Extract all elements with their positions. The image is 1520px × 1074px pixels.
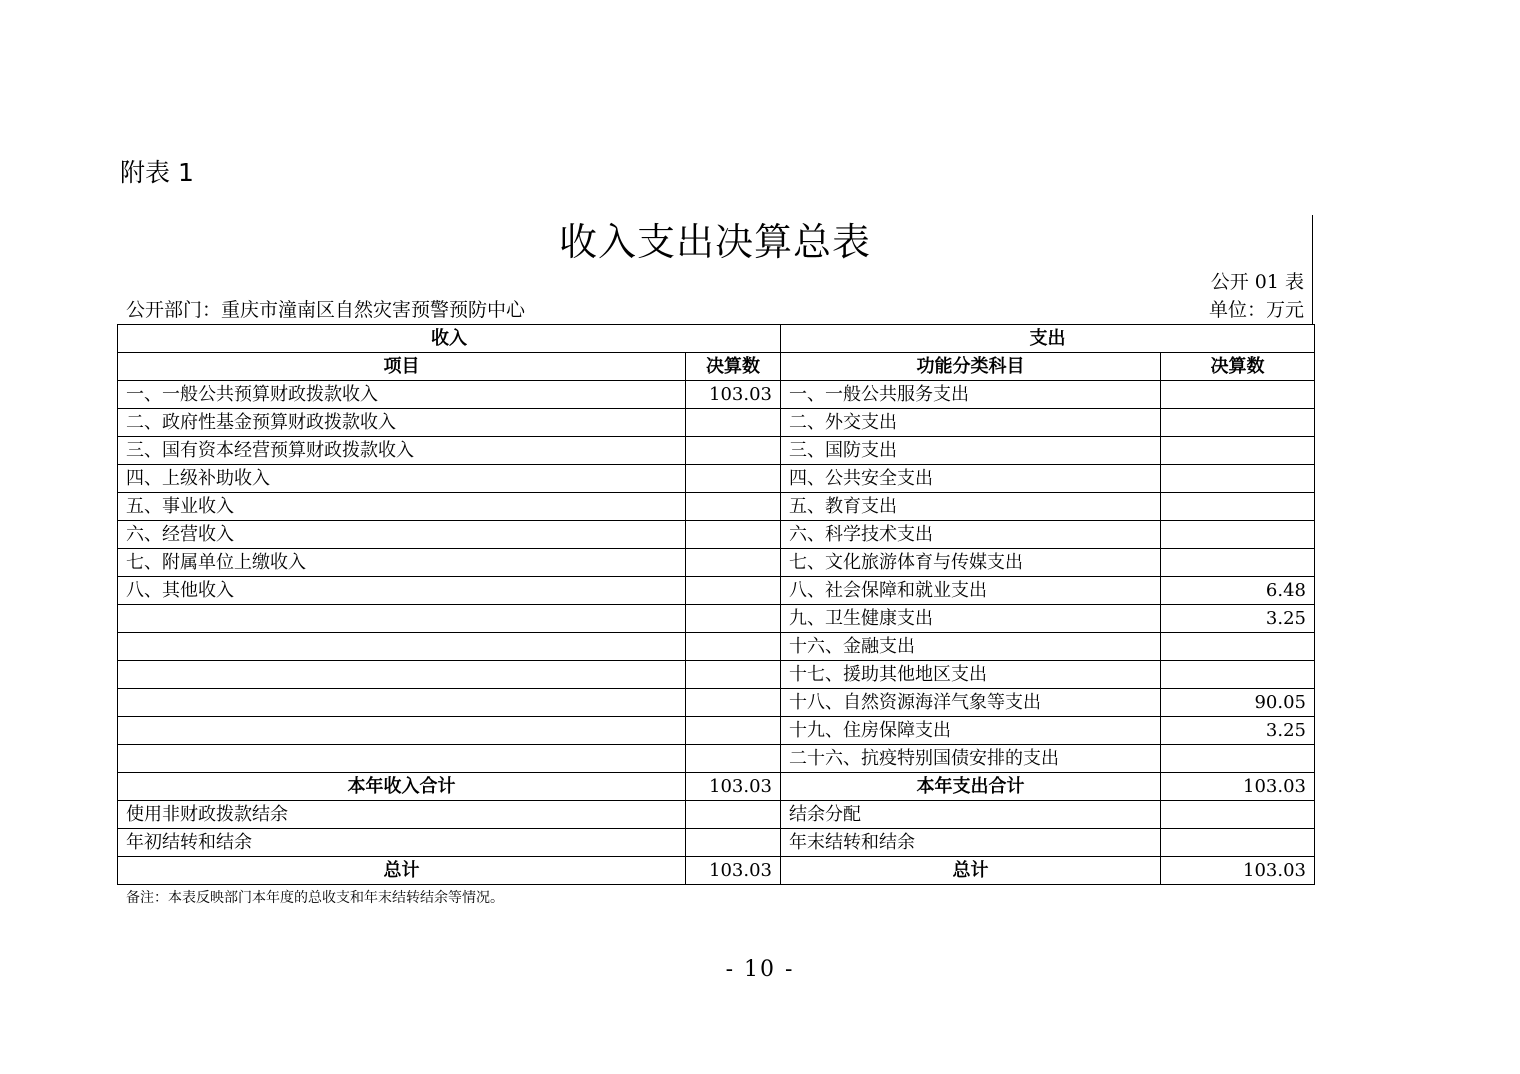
income-item-cell [118,745,686,773]
income-amount-cell [686,633,781,661]
expense-amount-cell [1161,521,1315,549]
table-row [118,493,1315,521]
income-extra-amount [686,801,781,829]
table-row [118,381,1315,409]
income-item-cell: 七、附属单位上缴收入 [118,549,686,577]
table-row [118,465,1315,493]
income-amount-cell [686,493,781,521]
expense-subtotal-amount: 103.03 [1161,773,1315,801]
income-amount-cell [686,717,781,745]
page-title: 收入支出决算总表 [558,220,871,264]
table-row [118,577,1315,605]
income-amount-cell [686,465,781,493]
income-item-cell [118,633,686,661]
expense-amount-cell: 6.48 [1161,577,1315,605]
expense-amount-header: 决算数 [1161,353,1315,381]
table-note: 备注：本表反映部门本年度的总收支和年末结转结余等情况。 [126,890,504,906]
income-section-header: 收入 [118,325,781,353]
income-amount-cell [686,661,781,689]
income-item-cell [118,717,686,745]
expense-amount-cell [1161,549,1315,577]
expense-item-cell: 二、外交支出 [781,409,1161,437]
expense-amount-cell [1161,409,1315,437]
expense-extra-amount [1161,801,1315,829]
expense-amount-cell: 3.25 [1161,717,1315,745]
income-item-header: 项目 [118,353,686,381]
income-total-label: 总计 [118,857,686,885]
expense-item-cell: 十七、援助其他地区支出 [781,661,1161,689]
expense-amount-cell [1161,661,1315,689]
table-row [118,745,1315,773]
subtotal-row [118,773,1315,801]
income-amount-cell [686,605,781,633]
income-extra-item: 年初结转和结余 [118,829,686,857]
expense-class-header: 功能分类科目 [781,353,1161,381]
expense-section-header: 支出 [781,325,1315,353]
income-extra-amount [686,829,781,857]
table-section-header-row [118,325,1315,353]
expense-item-cell: 八、社会保障和就业支出 [781,577,1161,605]
expense-amount-cell: 90.05 [1161,689,1315,717]
expense-item-cell: 一、一般公共服务支出 [781,381,1161,409]
expense-item-cell: 七、文化旅游体育与传媒支出 [781,549,1161,577]
table-code: 公开 01 表 [1210,271,1304,293]
table-row [118,633,1315,661]
grand-total-row [118,857,1315,885]
table-row [118,437,1315,465]
income-amount-cell [686,409,781,437]
expense-item-cell: 五、教育支出 [781,493,1161,521]
expense-amount-cell [1161,437,1315,465]
unit-label: 单位：万元 [1208,299,1304,321]
expense-item-cell: 十九、住房保障支出 [781,717,1161,745]
income-item-cell [118,605,686,633]
income-amount-cell [686,437,781,465]
income-amount-cell [686,549,781,577]
expense-amount-cell [1161,381,1315,409]
extra-row [118,829,1315,857]
expense-item-cell: 二十六、抗疫特别国债安排的支出 [781,745,1161,773]
income-amount-header: 决算数 [686,353,781,381]
table-row [118,661,1315,689]
income-amount-cell [686,577,781,605]
income-amount-cell [686,689,781,717]
table-row [118,605,1315,633]
income-subtotal-label: 本年收入合计 [118,773,686,801]
expense-extra-amount [1161,829,1315,857]
income-item-cell: 八、其他收入 [118,577,686,605]
income-amount-cell [686,745,781,773]
expense-item-cell: 十八、自然资源海洋气象等支出 [781,689,1161,717]
extra-row [118,801,1315,829]
expense-extra-item: 结余分配 [781,801,1161,829]
income-item-cell: 四、上级补助收入 [118,465,686,493]
expense-item-cell: 六、科学技术支出 [781,521,1161,549]
annex-label: 附表 1 [120,158,194,187]
expense-subtotal-label: 本年支出合计 [781,773,1161,801]
table-row [118,717,1315,745]
expense-total-label: 总计 [781,857,1161,885]
income-extra-item: 使用非财政拨款结余 [118,801,686,829]
income-item-cell: 六、经营收入 [118,521,686,549]
income-total-amount: 103.03 [686,857,781,885]
expense-item-cell: 十六、金融支出 [781,633,1161,661]
expense-item-cell: 九、卫生健康支出 [781,605,1161,633]
expense-amount-cell: 3.25 [1161,605,1315,633]
income-item-cell: 二、政府性基金预算财政拨款收入 [118,409,686,437]
department-label: 公开部门：重庆市潼南区自然灾害预警预防中心 [126,299,526,321]
expense-amount-cell [1161,745,1315,773]
expense-total-amount: 103.03 [1161,857,1315,885]
expense-amount-cell [1161,633,1315,661]
table-column-header-row [118,353,1315,381]
table-row [118,409,1315,437]
page-number: - 10 - [725,957,795,982]
income-item-cell [118,661,686,689]
expense-amount-cell [1161,493,1315,521]
expense-extra-item: 年末结转和结余 [781,829,1161,857]
income-amount-cell: 103.03 [686,381,781,409]
income-item-cell: 五、事业收入 [118,493,686,521]
table-row [118,689,1315,717]
budget-table [117,324,1315,885]
income-item-cell: 三、国有资本经营预算财政拨款收入 [118,437,686,465]
income-item-cell [118,689,686,717]
income-subtotal-amount: 103.03 [686,773,781,801]
expense-item-cell: 三、国防支出 [781,437,1161,465]
table-row [118,521,1315,549]
expense-item-cell: 四、公共安全支出 [781,465,1161,493]
expense-amount-cell [1161,465,1315,493]
income-item-cell: 一、一般公共预算财政拨款收入 [118,381,686,409]
income-amount-cell [686,521,781,549]
table-row [118,549,1315,577]
